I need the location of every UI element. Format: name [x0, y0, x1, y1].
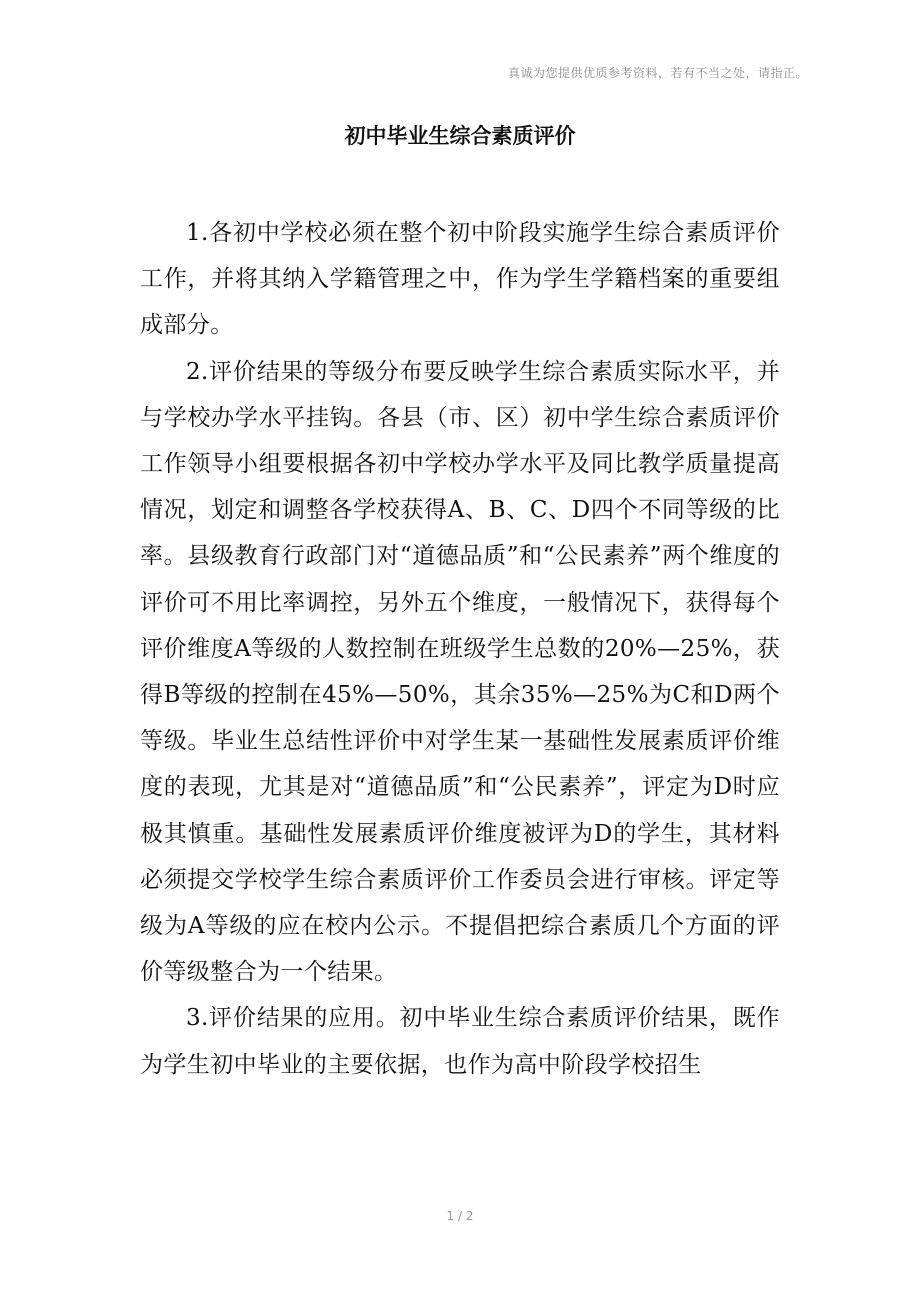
paragraph-3: 3.评价结果的应用。初中毕业生综合素质评价结果，既作为学生初中毕业的主要依据，也作为高中阶段学校招生 [140, 1005, 780, 1078]
header-note: 真诚为您提供优质参考资料，若有不当之处，请指正。 [507, 66, 808, 80]
page-number: 1 / 2 [446, 1209, 474, 1223]
paragraph-2: 2.评价结果的等级分布要反映学生综合素质实际水平，并与学校办学水平挂钩。各县（市、区）初中学生综合素质评价工作领导小组要根据各初中学校办学水平及同比教学质量提高情况，划定和调整各学校获得A、B、C、D四个不同等级的比率。县级教育行政部门对“道德品质”和“公民素养”两个维度的评价可不用比率调控，另外五个维度，一般情况下，获得每个评价维度A等级的人数控制在班级学生总数的20%—25%，获得B等级的控制在45%—50%，其余35%—25%为C和D两个等级。毕业生总结性评价中对学生某一基础性发展素质评价维度的表现，尤其是对“道德品质”和“公民素养”，评定为D时应极其慎重。基础性发展素质评价维度被评为D的学生，其材料必须提交学校学生综合素质评价工作委员会进行审核。评定等级为A等级的应在校内公示。不提倡把综合素质几个方面的评价等级整合为一个结果。 [140, 358, 780, 986]
paragraph-1: 1.各初中学校必须在整个初中阶段实施学生综合素质评价工作，并将其纳入学籍管理之中，作为学生学籍档案的重要组成部分。 [140, 220, 780, 339]
page-title: 初中毕业生综合素质评价 [344, 124, 576, 148]
document-body [140, 210, 780, 1088]
